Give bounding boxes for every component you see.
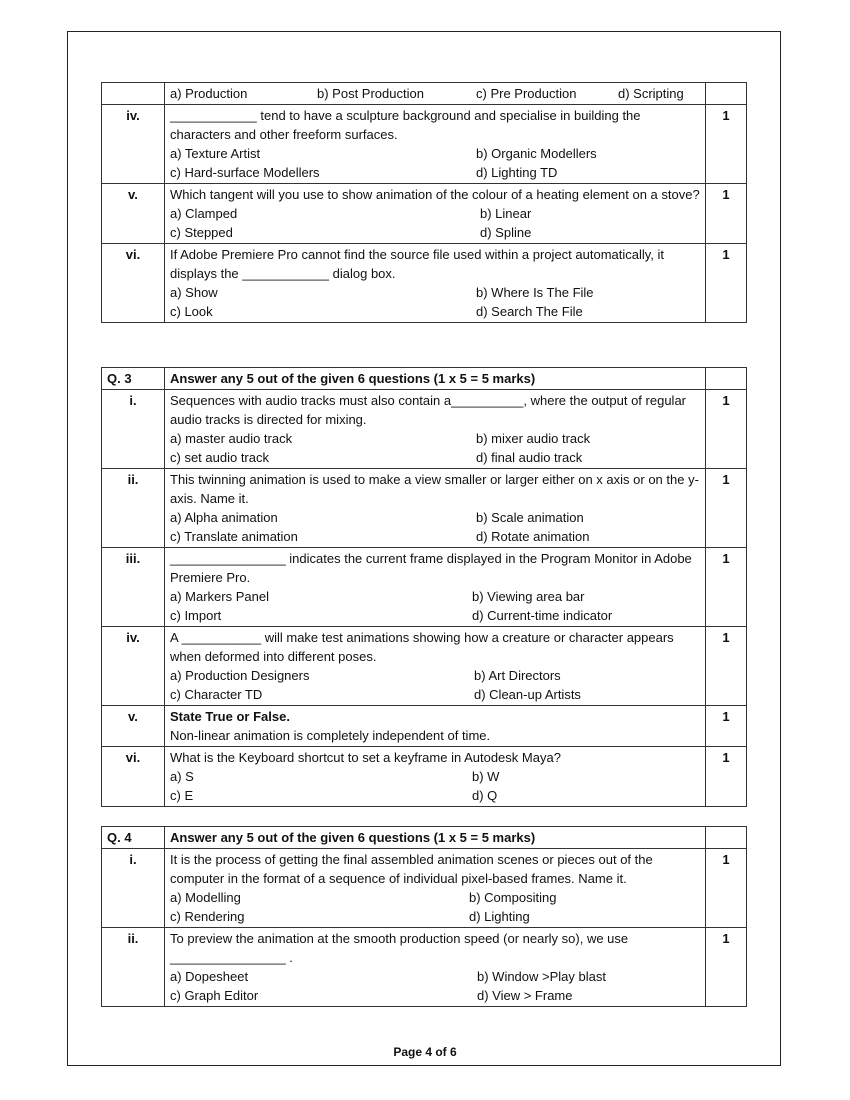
question-number: v. xyxy=(102,706,165,747)
question-options: a) Production Designers b) Art Directors c) Character TD d) Clean-up Artists xyxy=(170,668,581,702)
question-options: a) Alpha animation b) Scale animation c) Translate animation d) Rotate animation xyxy=(170,510,590,544)
question-text: It is the process of getting the final assembled animation scenes or pieces out of the computer in the format of a sequence of individual pixel-based frames. Name it. xyxy=(170,852,653,886)
question-body xyxy=(165,105,706,184)
question-number: vi. xyxy=(102,244,165,323)
question-number: iv. xyxy=(102,627,165,706)
question-options: a) master audio track b) mixer audio track c) set audio track d) final audio track xyxy=(170,431,591,465)
question-options: a) S b) W c) E d) Q xyxy=(170,769,500,803)
question-number: i. xyxy=(102,390,165,469)
question-body xyxy=(165,747,706,807)
question-body xyxy=(165,849,706,928)
question-number: v. xyxy=(102,184,165,244)
question-number: iii. xyxy=(102,548,165,627)
question-text: ________________ indicates the current frame displayed in the Program Monitor in Adobe Premiere Pro. xyxy=(170,551,692,585)
question-marks: 1 xyxy=(706,849,747,928)
question-body xyxy=(165,548,706,627)
page-number: Page 4 of 6 xyxy=(393,1045,457,1059)
question-options: a) Dopesheet b) Window >Play blast c) Graph Editor d) View > Frame xyxy=(170,969,606,1003)
question-body xyxy=(165,627,706,706)
table-row xyxy=(102,105,747,184)
question-text: ____________ tend to have a sculpture background and specialise in building the characters and other freeform surfaces. xyxy=(170,108,641,142)
question-marks: 1 xyxy=(706,244,747,323)
question-table-q4 xyxy=(101,826,747,1007)
question-text: Non-linear animation is completely independent of time. xyxy=(170,728,491,743)
section-label: Q. 4 xyxy=(102,827,165,849)
question-marks: 1 xyxy=(706,548,747,627)
question-body xyxy=(165,244,706,323)
question-text: Which tangent will you use to show animation of the colour of a heating element on a stove? xyxy=(170,187,700,202)
table-row xyxy=(102,627,747,706)
table-row xyxy=(102,184,747,244)
question-number: iv. xyxy=(102,105,165,184)
question-text: If Adobe Premiere Pro cannot find the source file used within a project automatically, it displays the ____________ dialog box. xyxy=(170,247,665,281)
table-header-row xyxy=(102,368,747,390)
question-text: A ___________ will make test animations showing how a creature or character appears when deformed into different poses. xyxy=(170,630,674,664)
table-row xyxy=(102,548,747,627)
question-options: a) Clamped b) Linear c) Stepped d) Spline xyxy=(170,206,532,240)
table-header-row xyxy=(102,827,747,849)
question-marks: 1 xyxy=(706,747,747,807)
question-marks: 1 xyxy=(706,105,747,184)
section-heading: Answer any 5 out of the given 6 questions (1 x 5 = 5 marks) xyxy=(165,368,706,390)
table-row xyxy=(102,849,747,928)
question-marks: 1 xyxy=(706,469,747,548)
section-label: Q. 3 xyxy=(102,368,165,390)
question-text: To preview the animation at the smooth production speed (or nearly so), we use ________________ . xyxy=(170,931,629,965)
table-row xyxy=(102,244,747,323)
question-marks: 1 xyxy=(706,390,747,469)
table-row xyxy=(102,706,747,747)
question-number: ii. xyxy=(102,928,165,1007)
question-body xyxy=(165,469,706,548)
question-number: i. xyxy=(102,849,165,928)
question-table-q3 xyxy=(101,367,747,807)
question-marks: 1 xyxy=(706,184,747,244)
table-row xyxy=(102,928,747,1007)
table-row xyxy=(102,83,747,105)
question-table-q2-continued xyxy=(101,82,747,323)
question-number: vi. xyxy=(102,747,165,807)
question-title: State True or False. xyxy=(170,709,290,724)
table-row xyxy=(102,747,747,807)
question-marks: 1 xyxy=(706,928,747,1007)
question-text: This twinning animation is used to make a view smaller or larger either on x axis or on the y-axis. Name it. xyxy=(170,472,699,506)
table-row xyxy=(102,469,747,548)
question-text: Sequences with audio tracks must also contain a__________, where the output of regular audio tracks is directed for mixing. xyxy=(170,393,687,427)
question-options: a) Markers Panel b) Viewing area bar c) Import d) Current-time indicator xyxy=(170,589,613,623)
question-number: ii. xyxy=(102,469,165,548)
question-body xyxy=(165,928,706,1007)
section-heading: Answer any 5 out of the given 6 questions (1 x 5 = 5 marks) xyxy=(165,827,706,849)
table-row xyxy=(102,390,747,469)
question-body xyxy=(165,706,706,747)
question-marks: 1 xyxy=(706,627,747,706)
question-options: a) Modelling b) Compositing c) Rendering d) Lighting xyxy=(170,890,557,924)
question-options: a) Show b) Where Is The File c) Look d) Search The File xyxy=(170,285,594,319)
question-options: a) Texture Artist b) Organic Modellers c) Hard-surface Modellers d) Lighting TD xyxy=(170,146,597,180)
question-body xyxy=(165,184,706,244)
question-options: a) Production b) Post Production c) Pre Production d) Scripting xyxy=(165,83,706,105)
question-body xyxy=(165,390,706,469)
question-text: What is the Keyboard shortcut to set a keyframe in Autodesk Maya? xyxy=(170,750,561,765)
question-marks: 1 xyxy=(706,706,747,747)
